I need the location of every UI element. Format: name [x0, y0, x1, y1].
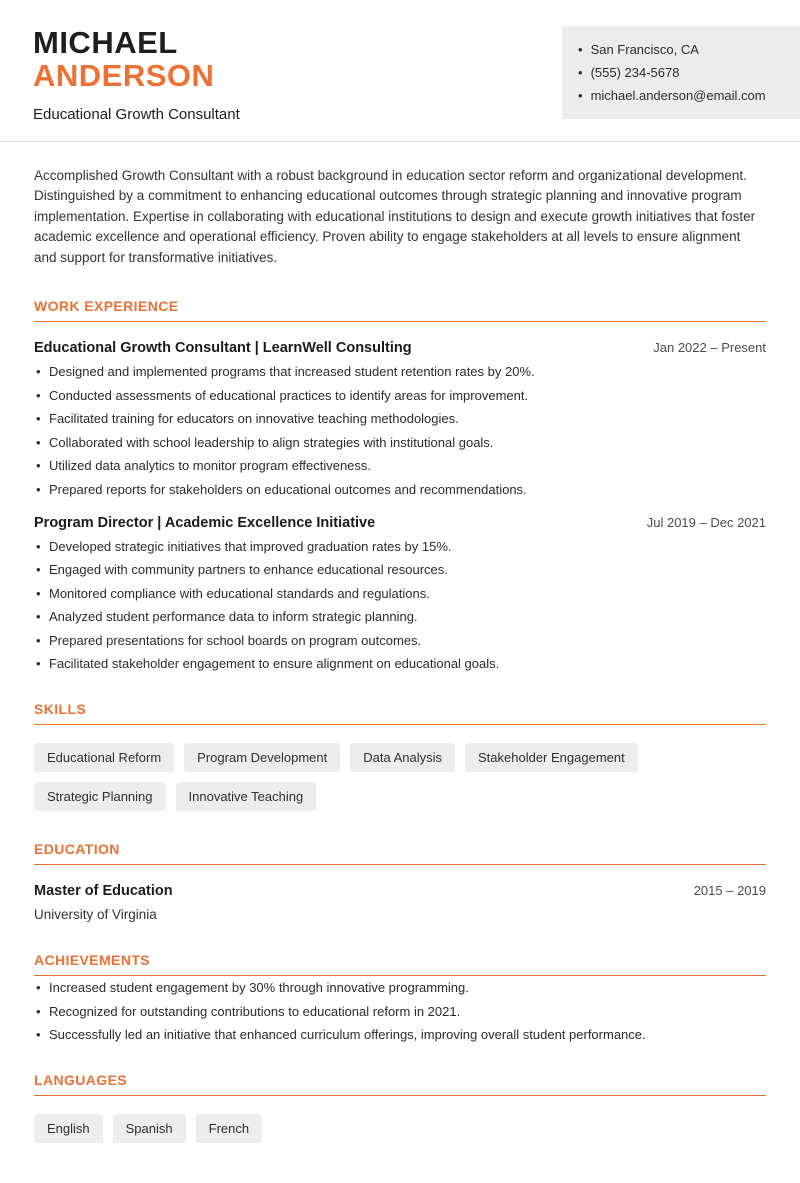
job-dates: Jul 2019 – Dec 2021 — [646, 514, 766, 530]
job-bullet: • Engaged with community partners to enhance educational resources. — [34, 562, 766, 577]
section-education — [34, 841, 766, 922]
skill-tag: Stakeholder Engagement — [465, 743, 638, 772]
job-entry — [34, 340, 766, 497]
job-bullet: • Prepared presentations for school boards on program outcomes. — [34, 633, 766, 648]
contact-phone — [578, 61, 786, 84]
job-entry — [34, 515, 766, 672]
education-header — [34, 883, 766, 899]
achievement-bullet: • Successfully led an initiative that enhanced curriculum offerings, improving overall student performance. — [34, 1027, 766, 1042]
first-name: MICHAEL — [33, 25, 178, 60]
skill-tag: Data Analysis — [350, 743, 455, 772]
section-achievements — [34, 952, 766, 1042]
job-bullet: • Analyzed student performance data to inform strategic planning. — [34, 609, 766, 624]
header-job-title: Educational Growth Consultant — [33, 105, 240, 123]
achievements-section-heading: ACHIEVEMENTS — [34, 952, 766, 976]
education-section-heading: EDUCATION — [34, 841, 766, 865]
job-bullet: • Collaborated with school leadership to align strategies with institutional goals. — [34, 435, 766, 450]
languages-section-heading: LANGUAGES — [34, 1072, 766, 1096]
skill-tag: Innovative Teaching — [176, 782, 317, 811]
degree-title: Master of Education — [34, 883, 173, 900]
section-work-experience — [34, 298, 766, 671]
contact-email-text: • michael.anderson@email.com — [590, 88, 766, 103]
resume-content — [0, 166, 800, 1144]
skills-tag-list — [34, 743, 766, 811]
language-tag: Spanish — [113, 1114, 186, 1143]
section-skills — [34, 701, 766, 811]
contact-phone-text: • (555) 234-5678 — [590, 65, 680, 80]
section-languages — [34, 1072, 766, 1143]
languages-tag-list — [34, 1114, 766, 1143]
job-bullet: • Facilitated stakeholder engagement to ensure alignment on educational goals. — [34, 656, 766, 671]
skill-tag: Educational Reform — [34, 743, 174, 772]
last-name: ANDERSON — [33, 58, 215, 94]
summary-paragraph: Accomplished Growth Consultant with a robust background in education sector reform and organizational development. Distinguished by a commitment to enhancing educational outcomes through strategic planning and innovative program implementation. Expertise in collaborating with educational institutions to design and execute growth initiatives that foster academic excellence and operational efficiency. Proven ability to engage stakeholders at all levels to ensure alignment and support for transformative initiatives. — [34, 167, 756, 265]
job-title: Educational Growth Consultant | LearnWell Consulting — [34, 340, 412, 357]
skill-tag: Strategic Planning — [34, 782, 166, 811]
job-title: Program Director | Academic Excellence Initiative — [34, 514, 376, 531]
contact-box — [562, 26, 800, 119]
achievements-list — [34, 980, 766, 1042]
job-bullet-list — [34, 364, 766, 497]
achievement-bullet: • Recognized for outstanding contributions to educational reform in 2021. — [34, 1004, 766, 1019]
contact-email — [578, 84, 786, 107]
job-header — [34, 340, 766, 356]
contact-location — [578, 38, 786, 61]
resume-header — [0, 0, 800, 123]
job-bullet: • Facilitated training for educators on innovative teaching methodologies. — [34, 411, 766, 426]
school-name: University of Virginia — [34, 907, 157, 923]
header-divider — [0, 141, 800, 142]
job-bullet-list — [34, 539, 766, 672]
contact-location-text: • San Francisco, CA — [590, 42, 699, 57]
job-bullet: • Monitored compliance with educational standards and regulations. — [34, 586, 766, 601]
education-entry — [34, 883, 766, 922]
language-tag: English — [34, 1114, 103, 1143]
job-bullet: • Prepared reports for stakeholders on educational outcomes and recommendations. — [34, 482, 766, 497]
achievement-bullet: • Increased student engagement by 30% through innovative programming. — [34, 980, 766, 995]
job-bullet: • Conducted assessments of educational practices to identify areas for improvement. — [34, 388, 766, 403]
work-section-heading: WORK EXPERIENCE — [34, 298, 766, 322]
skill-tag: Program Development — [184, 743, 340, 772]
language-tag: French — [196, 1114, 262, 1143]
candidate-name — [33, 26, 240, 93]
skills-section-heading: SKILLS — [34, 701, 766, 725]
education-dates: 2015 – 2019 — [693, 883, 766, 899]
job-header — [34, 515, 766, 531]
job-dates: Jan 2022 – Present — [653, 340, 766, 356]
job-bullet: • Designed and implemented programs that increased student retention rates by 20%. — [34, 364, 766, 379]
job-bullet: • Utilized data analytics to monitor program effectiveness. — [34, 458, 766, 473]
name-block — [33, 26, 240, 123]
job-bullet: • Developed strategic initiatives that improved graduation rates by 15%. — [34, 539, 766, 554]
